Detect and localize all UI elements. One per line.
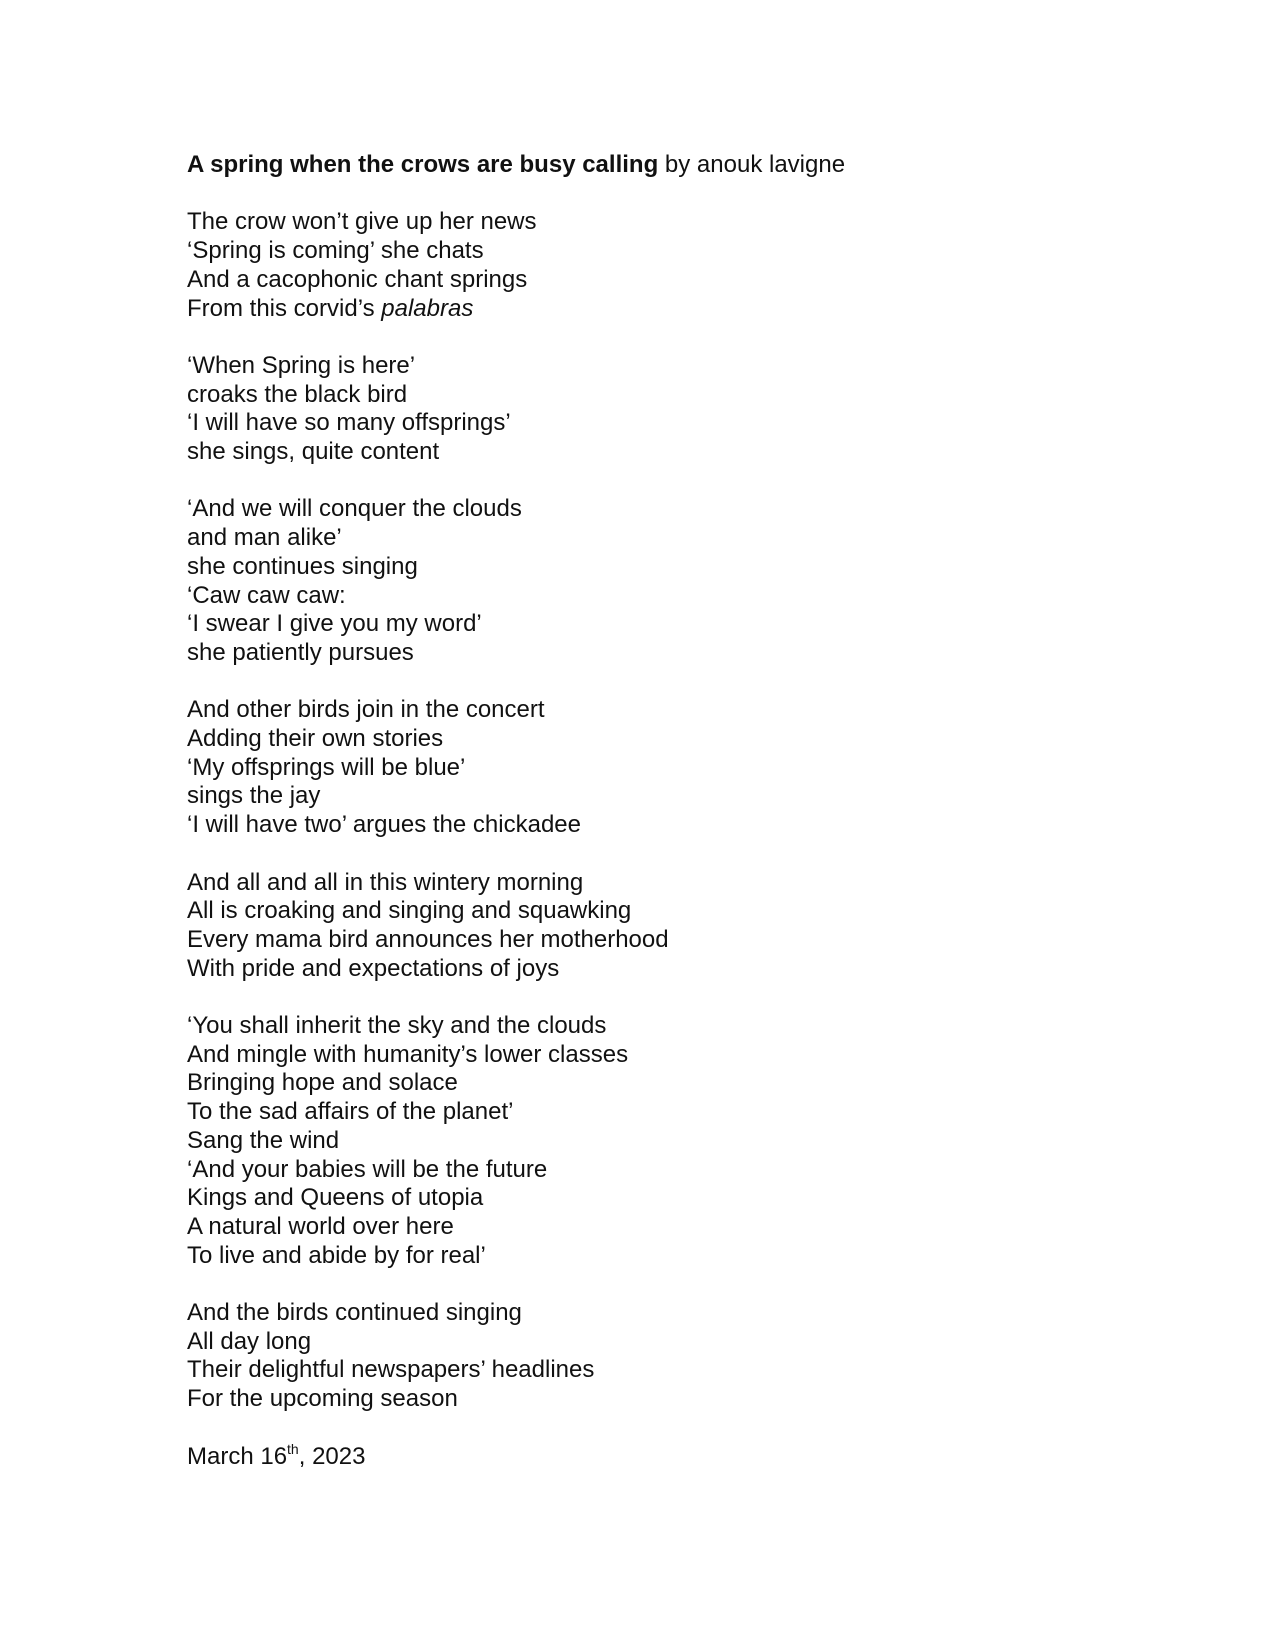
poem-heading: [187, 151, 1167, 180]
poem-line: ‘My offsprings will be blue’: [187, 753, 466, 781]
poem-line: The crow won’t give up her news: [187, 208, 537, 236]
date-year: , 2023: [298, 1442, 366, 1470]
poem-line: A natural world over here: [187, 1212, 454, 1240]
poem-line: ‘I swear I give you my word’: [187, 610, 482, 638]
poem-byline: by anouk lavigne: [664, 151, 846, 178]
poem-line: ‘Caw caw caw:: [187, 581, 346, 609]
poem-line: Every mama bird announces her motherhood: [187, 925, 669, 953]
poem-line: All is croaking and singing and squawking: [187, 897, 632, 925]
poem-line: she patiently pursues: [187, 638, 414, 666]
poem-line: Adding their own stories: [187, 725, 444, 752]
poem-line: ‘Spring is coming’ she chats: [187, 237, 484, 265]
poem-line: ‘And we will conquer the clouds: [187, 495, 522, 523]
poem-line: With pride and expectations of joys: [187, 954, 560, 982]
poem-line: And all and all in this wintery morning: [187, 868, 584, 896]
poem-line: she sings, quite content: [187, 438, 440, 465]
stanza-7: [187, 1299, 1167, 1414]
poem-line: All day long: [187, 1327, 312, 1355]
stanza-5: [187, 869, 1167, 984]
poem-date: [187, 1440, 1167, 1472]
poem-line: Kings and Queens of utopia: [187, 1184, 484, 1212]
poem-line: ‘When Spring is here’: [187, 351, 416, 379]
italic-word: palabras: [381, 294, 474, 322]
poem-line: ‘And your babies will be the future: [187, 1155, 548, 1183]
date-month-day: March 16: [187, 1442, 288, 1470]
poem-line: And other birds join in the concert: [187, 696, 545, 724]
poem-line: ‘You shall inherit the sky and the clouds: [187, 1012, 607, 1039]
stanza-4: [187, 696, 1167, 840]
poem-line: And the birds continued singing: [187, 1299, 522, 1327]
poem-title: A spring when the crows are busy calling: [187, 151, 659, 178]
poem-line: And a cacophonic chant springs: [187, 265, 528, 293]
poem-line: To the sad affairs of the planet’: [187, 1098, 514, 1126]
poem-line: and man alike’: [187, 524, 342, 552]
poem-line: Their delightful newspapers’ headlines: [187, 1356, 595, 1384]
date-ordinal-suffix: th: [287, 1440, 299, 1457]
poem-line: To live and abide by for real’: [187, 1241, 486, 1269]
poem-line: sings the jay: [187, 782, 321, 810]
poem-line: For the upcoming season: [187, 1385, 458, 1413]
poem-line: Sang the wind: [187, 1126, 340, 1154]
poem-line: she continues singing: [187, 552, 418, 580]
poem-body: [187, 151, 1167, 1471]
poem-line: ‘I will have two’ argues the chickadee: [187, 811, 581, 839]
stanza-6: [187, 1012, 1167, 1270]
stanza-1: [187, 208, 1167, 323]
poem-line: And mingle with humanity’s lower classes: [187, 1040, 629, 1068]
stanza-2: [187, 352, 1167, 467]
poem-line: [187, 295, 1167, 324]
poem-line: croaks the black bird: [187, 380, 408, 408]
poem-line: ‘I will have so many offsprings’: [187, 409, 511, 437]
poem-line: Bringing hope and solace: [187, 1069, 458, 1097]
poem-line-text: From this corvid’s: [187, 294, 382, 322]
stanza-3: [187, 495, 1167, 667]
